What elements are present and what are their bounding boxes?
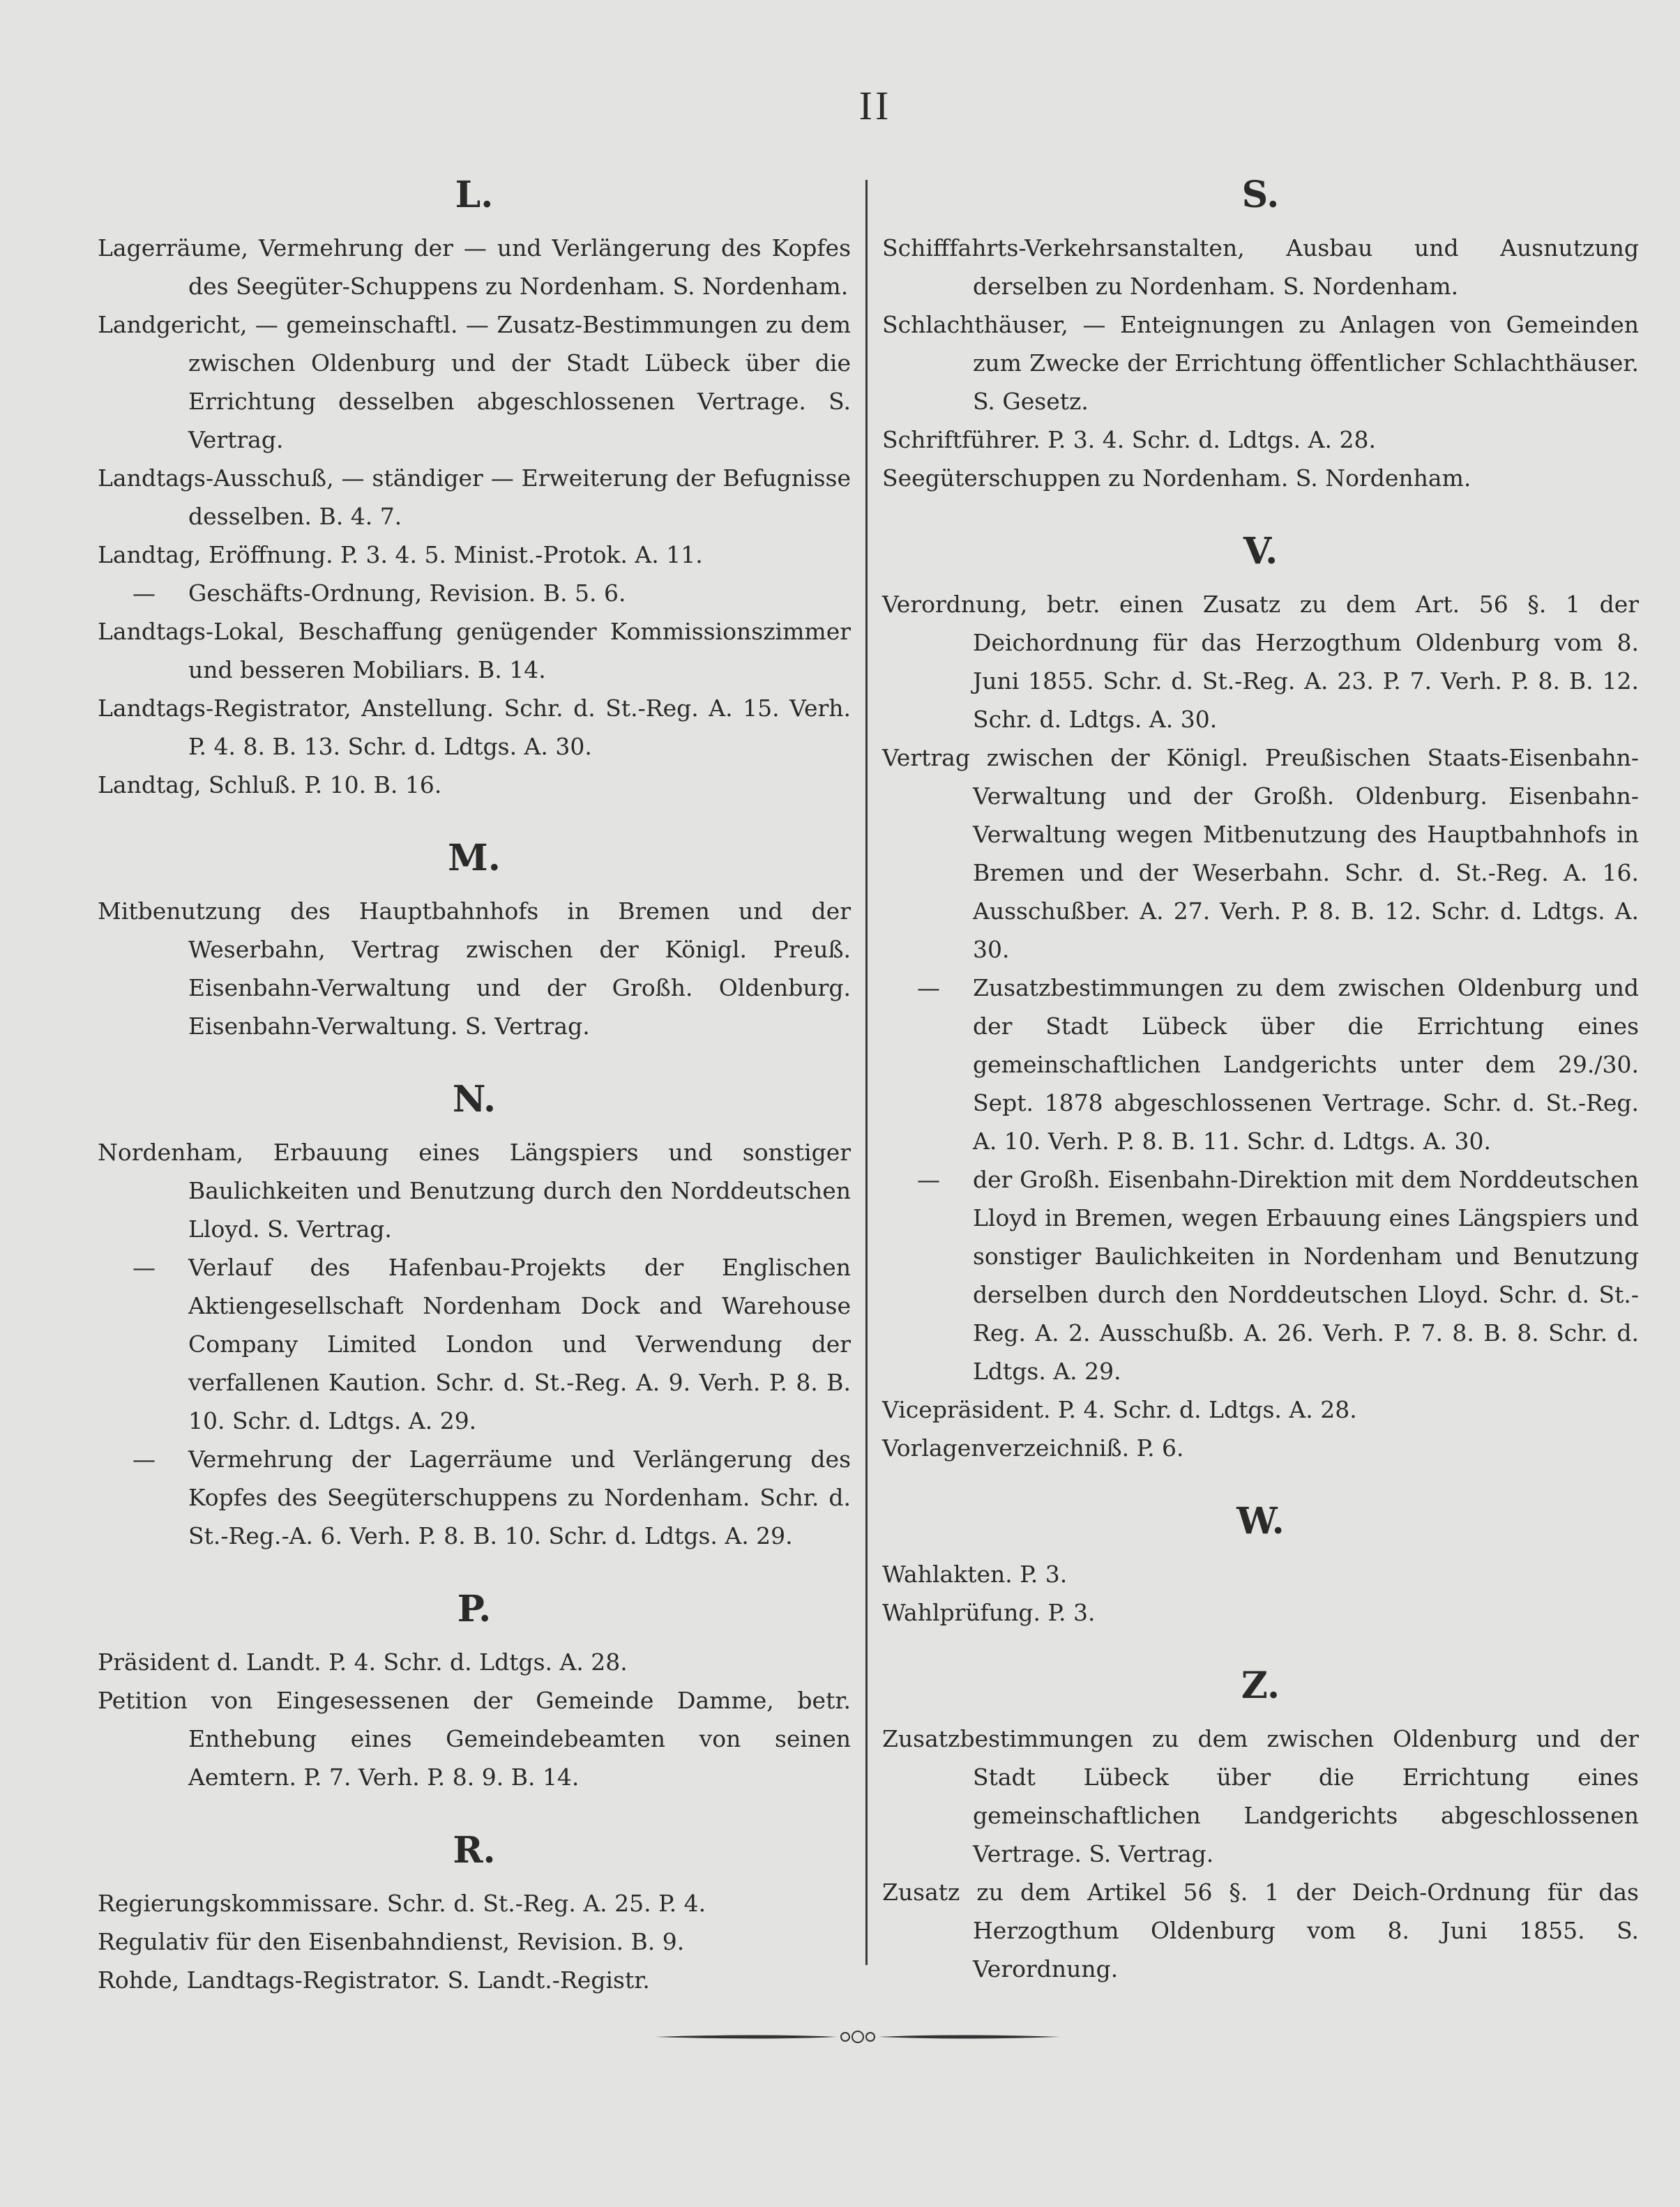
index-section: [98, 1045, 851, 1555]
dash-marker: —: [133, 1254, 156, 1281]
dash-marker: —: [133, 1446, 156, 1473]
index-entry: Landtag, Schluß. P. 10. B. 16.: [98, 771, 442, 798]
index-entry: Präsident d. Landt. P. 4. Schr. d. Ldtgs. A. 28.: [98, 1648, 628, 1676]
index-entry: Mitbenutzung des Hauptbahnhofs in Bremen und der Weserbahn, Vertrag zwischen der Königl. Preuß. Eisenbahn-Verwaltung und der Großh. Oldenburg. Eisenbahn-Verwaltung. S. Vertrag.: [98, 897, 851, 1040]
index-subentry: [882, 1160, 1639, 1390]
right-column: [882, 162, 1639, 1988]
index-entry: Rohde, Landtags-Registrator. S. Landt.-Registr.: [98, 1966, 650, 1994]
index-entry: Zusatz zu dem Artikel 56 §. 1 der Deich-Ordnung für das Herzogthum Oldenburg vom 8. Juni 1855. S. Verordnung.: [882, 1879, 1639, 1982]
section-letter: W.: [1236, 1500, 1285, 1542]
section-letter: L.: [455, 174, 494, 216]
index-entry: Petition von Eingesessenen der Gemeinde Damme, betr. Enthebung eines Gemeindebeamten von seinen Aemtern. P. 7. Verh. P. 8. 9. B. 14.: [98, 1687, 851, 1791]
index-entry: Landtag, Eröffnung. P. 3. 4. 5. Minist.-Protok. A. 11.: [98, 541, 703, 568]
section-letter: R.: [453, 1829, 496, 1872]
section-letter: V.: [1243, 530, 1278, 572]
index-section: [882, 1467, 1639, 1632]
section-letter: S.: [1241, 174, 1280, 216]
index-entry: Regierungskommissare. Schr. d. St.-Reg. A. 25. P. 4.: [98, 1890, 706, 1917]
index-entry: Seegüterschuppen zu Nordenham. S. Nordenham.: [882, 464, 1471, 492]
section-letter: N.: [452, 1078, 497, 1121]
dash-marker: —: [133, 579, 156, 607]
index-section: [98, 174, 851, 804]
index-entry: Wahlakten. P. 3.: [882, 1561, 1068, 1588]
dash-marker: —: [917, 1166, 940, 1193]
index-section: [882, 174, 1639, 497]
index-entry: Nordenham, Erbauung eines Längspiers und sonstiger Baulichkeiten und Benutzung durch den Norddeutschen Lloyd. S. Vertrag.: [98, 1139, 851, 1243]
index-entry: Landtags-Lokal, Beschaffung genügender Kommissionszimmer und besseren Mobiliars. B. 14.: [98, 618, 851, 683]
index-entry: Wahlprüfung. P. 3.: [882, 1599, 1096, 1626]
index-section: [98, 804, 851, 1045]
index-entry: Schlachthäuser, — Enteignungen zu Anlagen von Gemeinden zum Zwecke der Errichtung öffentlicher Schlachthäuser. S. Gesetz.: [882, 311, 1639, 415]
index-section: [882, 497, 1639, 1467]
index-entry: Vorlagenverzeichniß. P. 6.: [882, 1434, 1184, 1462]
index-section: [98, 1555, 851, 1796]
entry-text: Zusatzbestimmungen zu dem zwischen Oldenburg und der Stadt Lübeck über die Errichtung eines gemeinschaftlichen Landgerichts unter dem 29./30. Sept. 1878 abgeschlossenen Vertrage. Schr. d. St.-Reg. A. 10. Verh. P. 8. B. 11. Schr. d. Ldtgs. A. 30.: [973, 974, 1639, 1155]
section-letter: Z.: [1241, 1664, 1280, 1707]
entry-text: Geschäfts-Ordnung, Revision. B. 5. 6.: [188, 579, 626, 607]
left-column: [98, 162, 851, 1999]
index-entry: Schriftführer. P. 3. 4. Schr. d. Ldtgs. A. 28.: [882, 426, 1376, 453]
index-entry: Schifffahrts-Verkehrsanstalten, Ausbau und Ausnutzung derselben zu Nordenham. S. Nordenham.: [882, 234, 1639, 300]
section-letter: M.: [448, 837, 501, 879]
index-section: [882, 1632, 1639, 1988]
index-entry: Landgericht, — gemeinschaftl. — Zusatz-Bestimmungen zu dem zwischen Oldenburg und der Stadt Lübeck über die Errichtung desselben abgeschlossenen Vertrage. S. Vertrag.: [98, 311, 851, 453]
dash-marker: —: [917, 974, 940, 1001]
entry-text: der Großh. Eisenbahn-Direktion mit dem Norddeutschen Lloyd in Bremen, wegen Erbauung eines Längspiers und sonstiger Baulichkeiten in Nordenham und Benutzung derselben durch den Norddeutschen Lloyd. Schr. d. St.-Reg. A. 2. Ausschußb. A. 26. Verh. P. 7. 8. B. 8. Schr. d. Ldtgs. A. 29.: [973, 1166, 1639, 1385]
entry-text: Verlauf des Hafenbau-Projekts der Englischen Aktiengesellschaft Nordenham Dock and Warehouse Company Limited London und Verwendung der verfallenen Kaution. Schr. d. St.-Reg. A. 9. Verh. P. 8. B. 10. Schr. d. Ldtgs. A. 29.: [188, 1254, 851, 1434]
index-entry: Zusatzbestimmungen zu dem zwischen Oldenburg und der Stadt Lübeck über die Errichtung eines gemeinschaftlichen Landgerichts abgeschlossenen Vertrage. S. Vertrag.: [882, 1725, 1639, 1867]
page-number: II: [858, 83, 892, 128]
index-entry: Regulativ für den Eisenbahndienst, Revision. B. 9.: [98, 1928, 685, 1955]
index-subentry: [98, 574, 851, 612]
index-entry: Landtags-Ausschuß, — ständiger — Erweiterung der Befugnisse desselben. B. 4. 7.: [98, 464, 851, 530]
index-entry: Landtags-Registrator, Anstellung. Schr. d. St.-Reg. A. 15. Verh. P. 4. 8. B. 13. Schr. d. Ldtgs. A. 30.: [98, 695, 851, 760]
index-subentry: [98, 1440, 851, 1555]
index-entry: Vertrag zwischen der Königl. Preußischen Staats-Eisenbahn-Verwaltung und der Großh. Oldenburg. Eisenbahn-Verwaltung wegen Mitbenutzung des Hauptbahnhofs in Bremen und der Weserbahn. Schr. d. St.-Reg. A. 16. Ausschußber. A. 27. Verh. P. 8. B. 12. Schr. d. Ldtgs. A. 30.: [882, 744, 1639, 963]
index-subentry: [882, 969, 1639, 1160]
index-entry: Lagerräume, Vermehrung der — und Verlängerung des Kopfes des Seegüter-Schuppens zu Nordenham. S. Nordenham.: [98, 234, 851, 300]
column-divider: [865, 180, 868, 1965]
index-entry: Verordnung, betr. einen Zusatz zu dem Art. 56 §. 1 der Deichordnung für das Herzogthum Oldenburg vom 8. Juni 1855. Schr. d. St.-Reg. A. 23. P. 7. Verh. P. 8. B. 12. Schr. d. Ldtgs. A. 30.: [882, 591, 1639, 733]
index-subentry: [98, 1248, 851, 1440]
ornament-divider: [656, 2026, 1060, 2047]
entry-text: Vermehrung der Lagerräume und Verlängerung des Kopfes des Seegüterschuppens zu Nordenham. Schr. d. St.-Reg.-A. 6. Verh. P. 8. B. 10. Schr. d. Ldtgs. A. 29.: [188, 1446, 851, 1549]
section-letter: P.: [457, 1588, 492, 1630]
index-entry: Vicepräsident. P. 4. Schr. d. Ldtgs. A. 28.: [882, 1396, 1357, 1423]
index-section: [98, 1796, 851, 1999]
